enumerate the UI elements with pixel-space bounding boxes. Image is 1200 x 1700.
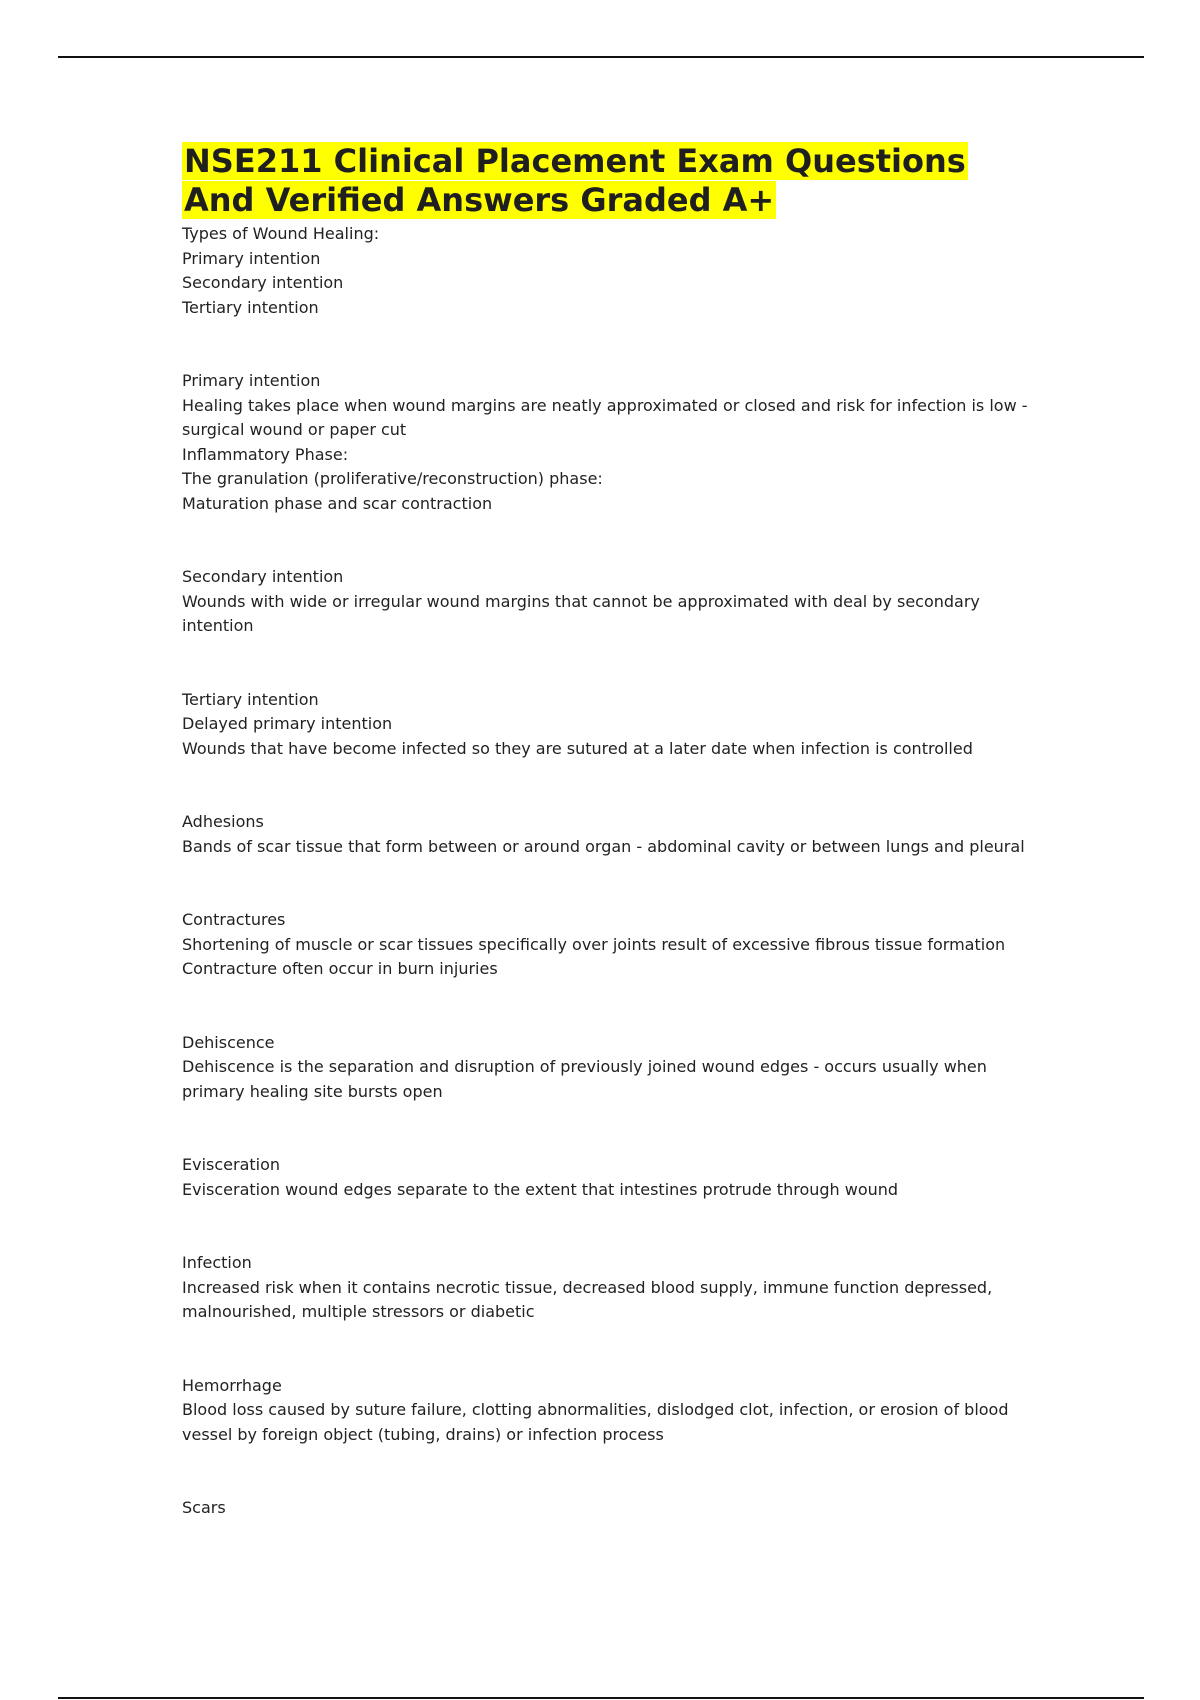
intro-block [182, 222, 1042, 320]
section-line: Evisceration wound edges separate to the extent that intestines protrude through wound [182, 1179, 899, 1199]
bottom-rule [58, 1697, 1144, 1699]
section-heading: Adhesions [182, 812, 264, 831]
section-heading: Primary intention [182, 371, 321, 390]
section-dehiscence [182, 1031, 1042, 1105]
section-contractures [182, 908, 1042, 982]
intro-line: Types of Wound Healing: [182, 224, 380, 243]
document-body [182, 142, 1042, 1521]
section-heading: Secondary intention [182, 567, 344, 586]
section-adhesions [182, 810, 1042, 859]
section-heading: Hemorrhage [182, 1375, 282, 1395]
section-line: Inflammatory Phase: [182, 444, 349, 464]
section-heading: Scars [182, 1498, 226, 1517]
section-line: Delayed primary intention [182, 714, 393, 733]
title-highlight [182, 142, 968, 219]
section-evisceration [182, 1153, 1042, 1202]
section-tertiary-intention [182, 688, 1042, 762]
section-line: Dehiscence is the separation and disruption of previously joined wound edges - occurs usually when primary healing site bursts open [182, 1057, 987, 1101]
section-secondary-intention [182, 565, 1042, 639]
top-rule [58, 56, 1144, 58]
section-heading: Tertiary intention [182, 689, 319, 709]
section-hemorrhage [182, 1374, 1042, 1448]
section-line: Healing takes place when wound margins are neatly approximated or closed and risk for infection is low - surgical wound or paper cut [182, 395, 1028, 439]
section-heading: Contractures [182, 910, 286, 929]
document-title [182, 142, 1042, 220]
section-line: Increased risk when it contains necrotic tissue, decreased blood supply, immune function depressed, malnourished, multiple stressors or diabetic [182, 1277, 993, 1321]
section-line: Maturation phase and scar contraction [182, 493, 493, 513]
intro-line: Primary intention [182, 248, 321, 268]
section-line: Bands of scar tissue that form between or around organ - abdominal cavity or between lungs and pleural [182, 836, 1025, 856]
section-line: Wounds with wide or irregular wound margins that cannot be approximated with deal by secondary intention [182, 591, 980, 635]
section-primary-intention [182, 369, 1042, 516]
intro-line: Secondary intention [182, 273, 344, 292]
section-infection [182, 1251, 1042, 1325]
title-line-1: NSE211 Clinical Placement Exam Questions [184, 142, 966, 180]
title-line-2: And Verified Answers Graded A+ [184, 181, 775, 219]
section-line: Contracture often occur in burn injuries [182, 959, 498, 978]
section-heading: Dehiscence [182, 1032, 275, 1052]
intro-line: Tertiary intention [182, 297, 319, 317]
section-line: Shortening of muscle or scar tissues specifically over joints result of excessive fibrous tissue formation [182, 934, 1006, 954]
section-line: Wounds that have become infected so they are sutured at a later date when infection is controlled [182, 738, 973, 758]
section-scars [182, 1496, 1042, 1521]
section-heading: Evisceration [182, 1155, 281, 1174]
section-line: Blood loss caused by suture failure, clotting abnormalities, dislodged clot, infection, or erosion of blood vessel by foreign object (tubing, drains) or infection process [182, 1400, 1009, 1444]
section-heading: Infection [182, 1253, 252, 1272]
section-line: The granulation (proliferative/reconstruction) phase: [182, 469, 603, 488]
